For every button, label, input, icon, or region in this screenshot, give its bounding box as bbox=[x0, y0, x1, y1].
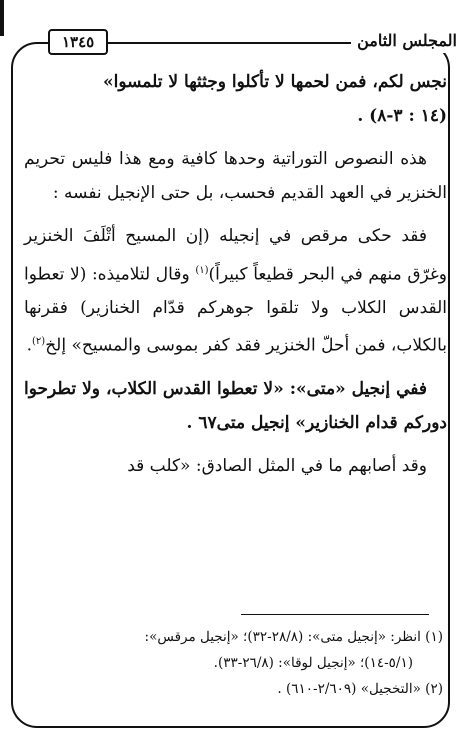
footnote-2: (٢) «التخجيل» (٢/٦٠٩-٦١٠) . bbox=[277, 681, 443, 697]
footnote-ref-1: (١) bbox=[195, 264, 209, 276]
page-header bbox=[48, 29, 457, 55]
footnote-1-line-1: (١) انظر: «إنجيل متى»: (٢٨/٨-٣٢)؛ «إنجيل مرقس»: bbox=[144, 629, 443, 645]
paragraph-3-text: فقد حكى مرقص في إنجيله (إن المسيح أتْلَفَ الخنزير وغرّق منهم في البحر قطيعاً كبيراً) bbox=[24, 226, 447, 285]
page-number: ١٣٤٥ bbox=[48, 29, 108, 55]
footnote-1-line-2: (٥/١-١٤)؛ «إنجيل لوقا»: (٢٦/٨-٣٣). bbox=[213, 655, 413, 671]
footnote-divider bbox=[241, 614, 429, 615]
paragraph-3 bbox=[24, 220, 447, 363]
paragraph-1-line-2: (١٤ : ٣-٨) . bbox=[357, 105, 447, 126]
chapter-title: المجلس الثامن bbox=[351, 29, 457, 53]
footnote-ref-2: (٢) bbox=[32, 336, 46, 348]
footnotes bbox=[24, 624, 443, 702]
margin-bar bbox=[0, 0, 4, 36]
paragraph-2: هذه النصوص التوراتية وحدها كافية ومع هذا فليس تحريم الخنزير في العهد القديم فحسب، بل حتى الإنجيل نفسه : bbox=[24, 149, 447, 203]
paragraph-4: ففي إنجيل «متى»: «لا تعطوا القدس الكلاب، ولا تطرحوا دوركم قدام الخنازير» إنجيل متى٦٧ . bbox=[24, 379, 447, 433]
paragraph-3-end: . bbox=[26, 335, 32, 356]
paragraph-5: وقد أصابهم ما في المثل الصادق: «كلب قد bbox=[127, 456, 427, 477]
page-body bbox=[24, 66, 447, 484]
paragraph-3-text-2: وقال لتلاميذه: (لا تعطوا القدس الكلاب ولا تلقوا جوهركم قدّام الخنازير) فقرنها بالكلاب، فمن أحلّ الخنزير فقد كفر بموسى والمسيح» إلخ bbox=[24, 264, 447, 356]
paragraph-1-line-1: نجس لكم، فمن لحمها لا تأكلوا وجثثها لا تلمسوا» bbox=[103, 72, 447, 92]
